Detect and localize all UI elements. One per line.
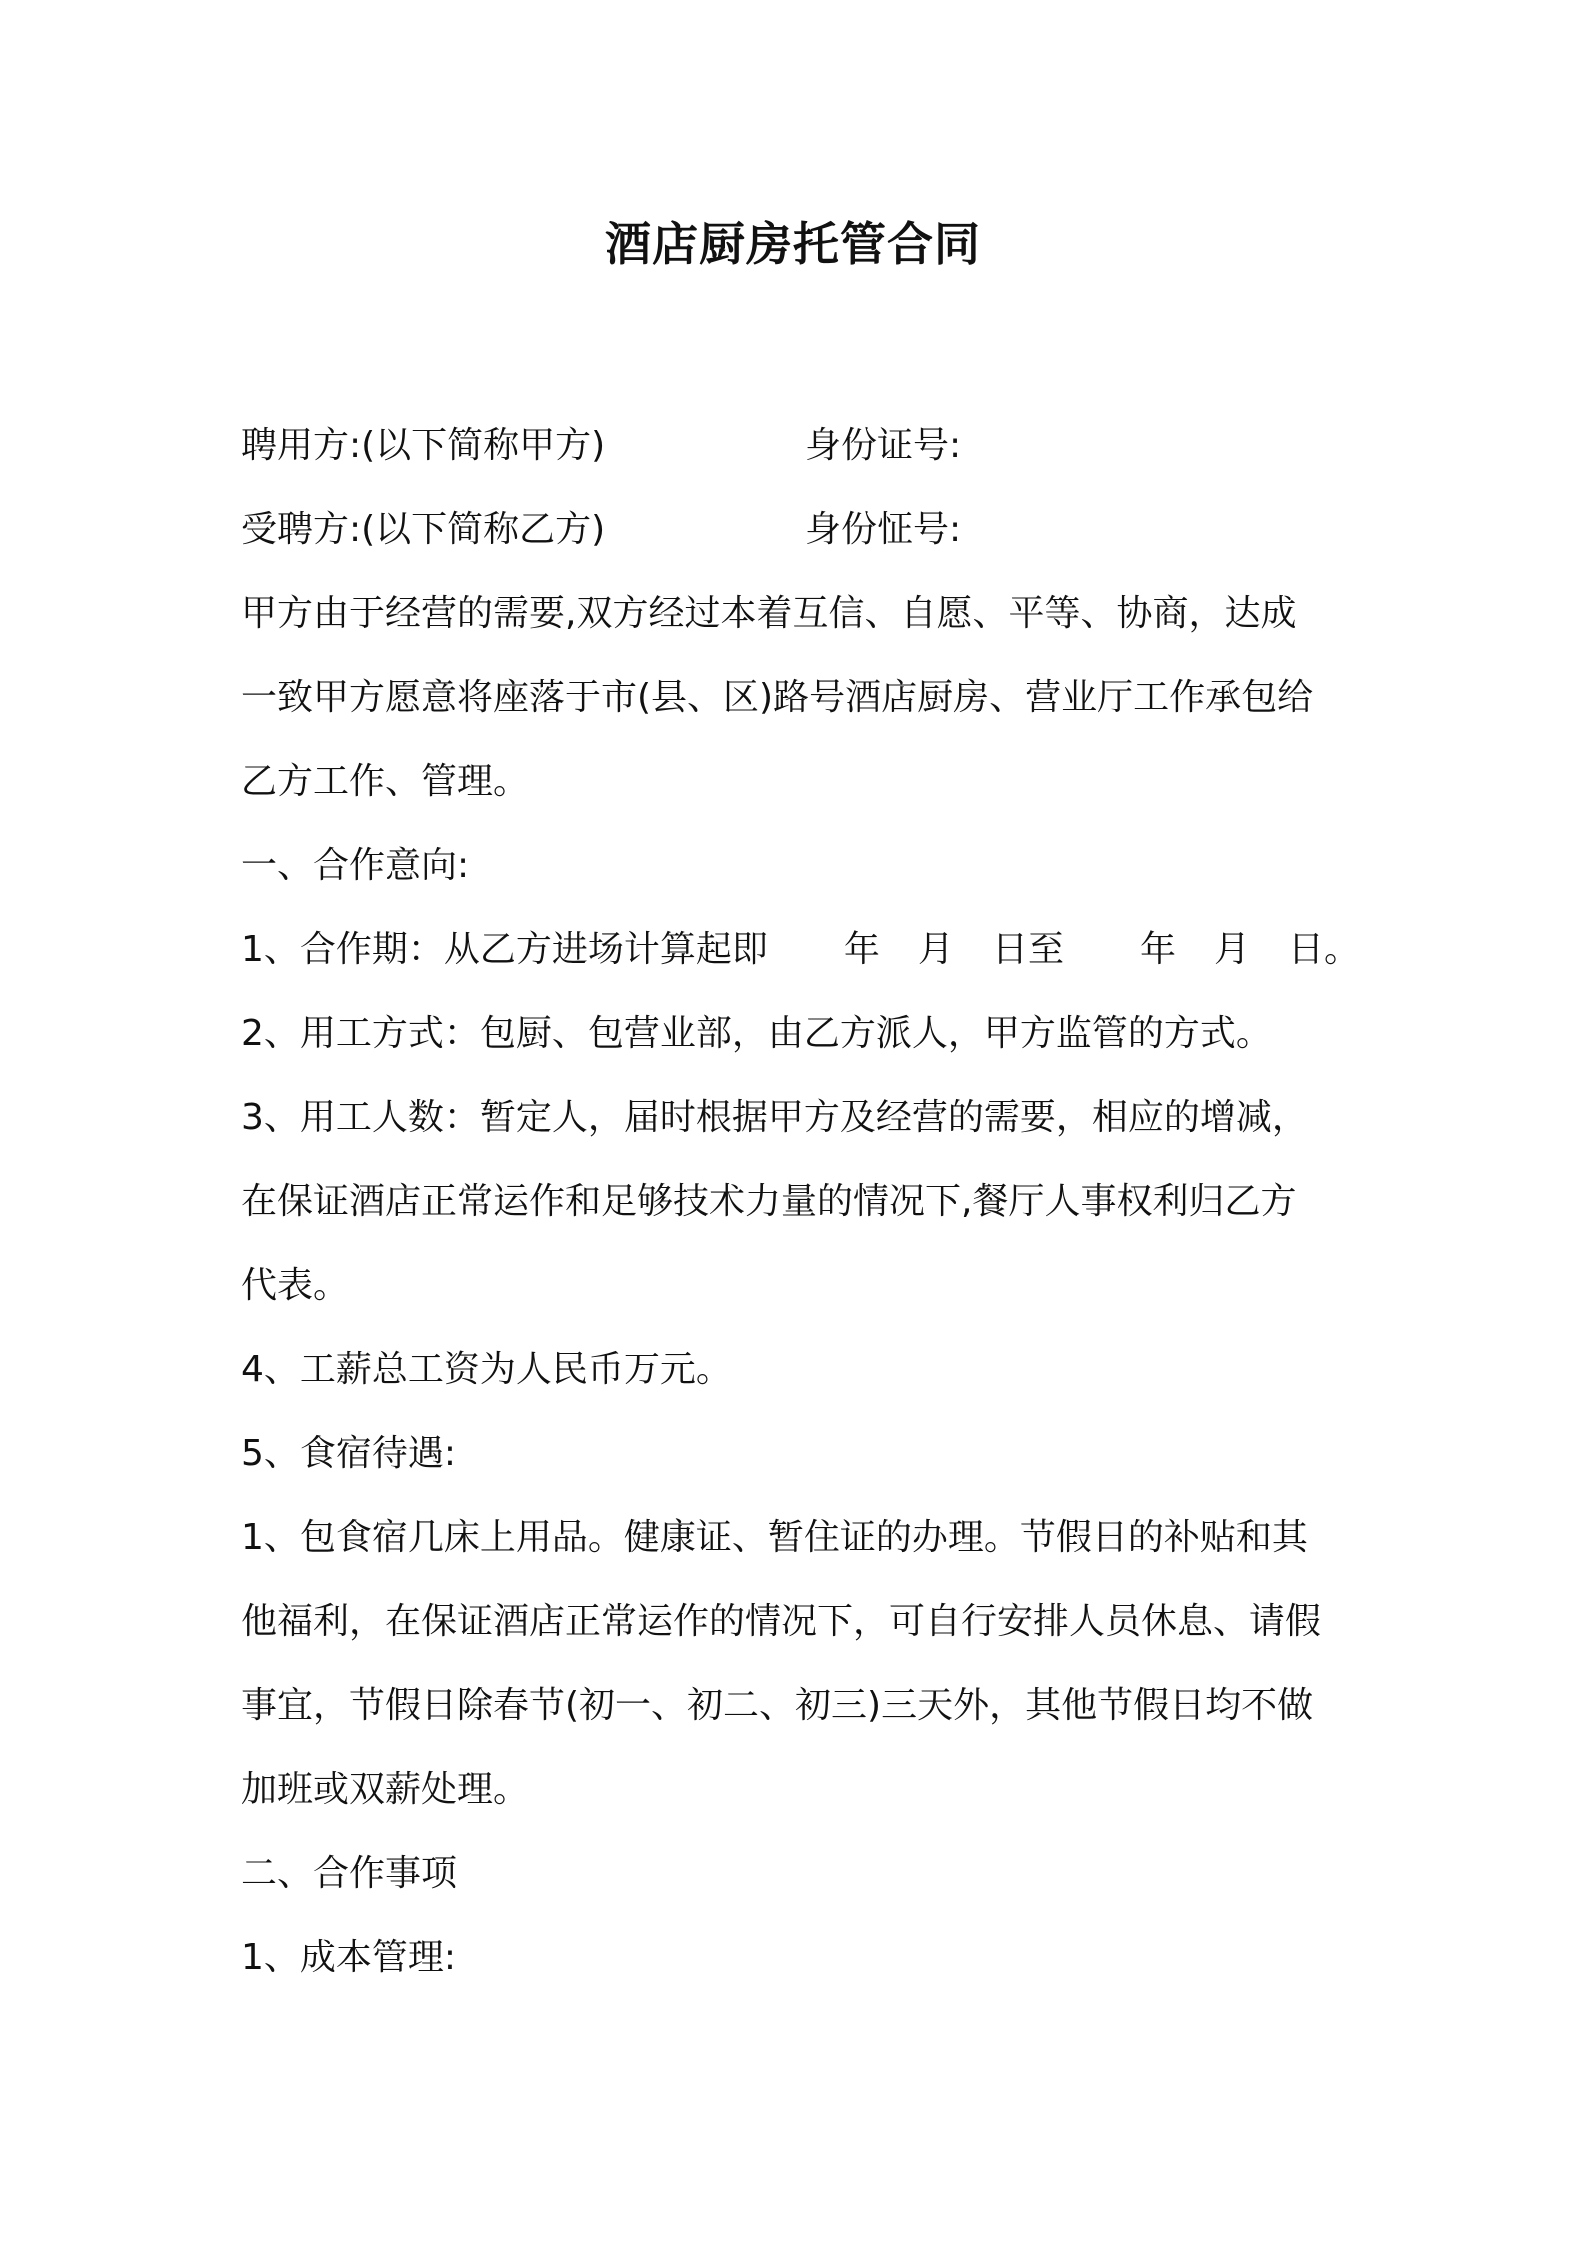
period-year-start: 年 xyxy=(843,929,880,970)
cost-management-line: 1、成本管理: xyxy=(241,1937,457,1978)
period-month-end: 月 xyxy=(1213,929,1250,970)
period-year-end: 年 xyxy=(1139,929,1176,970)
period-label: 1、合作期：从乙方进场计算起即 xyxy=(241,929,768,970)
workers-line-2: 在保证酒店正常运作和足够技术力量的情况下,餐厅人事权利归乙方 xyxy=(241,1181,1297,1222)
board-heading: 5、食宿待遇: xyxy=(241,1433,457,1474)
employee-line xyxy=(241,488,1371,572)
employee-label: 受聘方:(以下简称乙方) xyxy=(241,509,606,550)
cooperation-period-line xyxy=(241,908,1371,992)
employer-line xyxy=(241,404,1371,488)
document-body xyxy=(241,404,1371,2000)
period-day-end: 日。 xyxy=(1287,929,1360,970)
workers-line-3: 代表。 xyxy=(241,1265,350,1306)
document-title: 酒店厨房托管合同 xyxy=(605,217,981,271)
board-line-4: 加班或双薪处理。 xyxy=(241,1769,530,1810)
period-day-start: 日至 xyxy=(991,929,1064,970)
board-line-1: 1、包食宿几床上用品。健康证、暂住证的办理。节假日的补贴和其 xyxy=(241,1517,1308,1558)
workers-line-1: 3、用工人数：暂定人，届时根据甲方及经营的需要，相应的增减， xyxy=(241,1097,1308,1138)
period-month-start: 月 xyxy=(917,929,954,970)
board-line-3: 事宜，节假日除春节(初一、初二、初三)三天外，其他节假日均不做 xyxy=(241,1685,1314,1726)
intro-line-3: 乙方工作、管理。 xyxy=(241,761,530,802)
section-2-heading: 二、合作事项 xyxy=(241,1853,458,1894)
salary-line: 4、工薪总工资为人民币万元。 xyxy=(241,1349,732,1390)
board-line-2: 他福利，在保证酒店正常运作的情况下，可自行安排人员休息、请假 xyxy=(241,1601,1322,1642)
intro-line-2: 一致甲方愿意将座落于市(县、区)路号酒店厨房、营业厅工作承包给 xyxy=(241,677,1314,718)
section-1-heading: 一、合作意向: xyxy=(241,845,470,886)
employer-id-label: 身份证号: xyxy=(805,425,962,466)
employee-id-label: 身份怔号: xyxy=(805,509,962,550)
employment-mode-line: 2、用工方式：包厨、包营业部，由乙方派人，甲方监管的方式。 xyxy=(241,1013,1272,1054)
intro-line-1: 甲方由于经营的需要,双方经过本着互信、自愿、平等、协商，达成 xyxy=(241,593,1297,634)
employer-label: 聘用方:(以下简称甲方) xyxy=(241,425,606,466)
